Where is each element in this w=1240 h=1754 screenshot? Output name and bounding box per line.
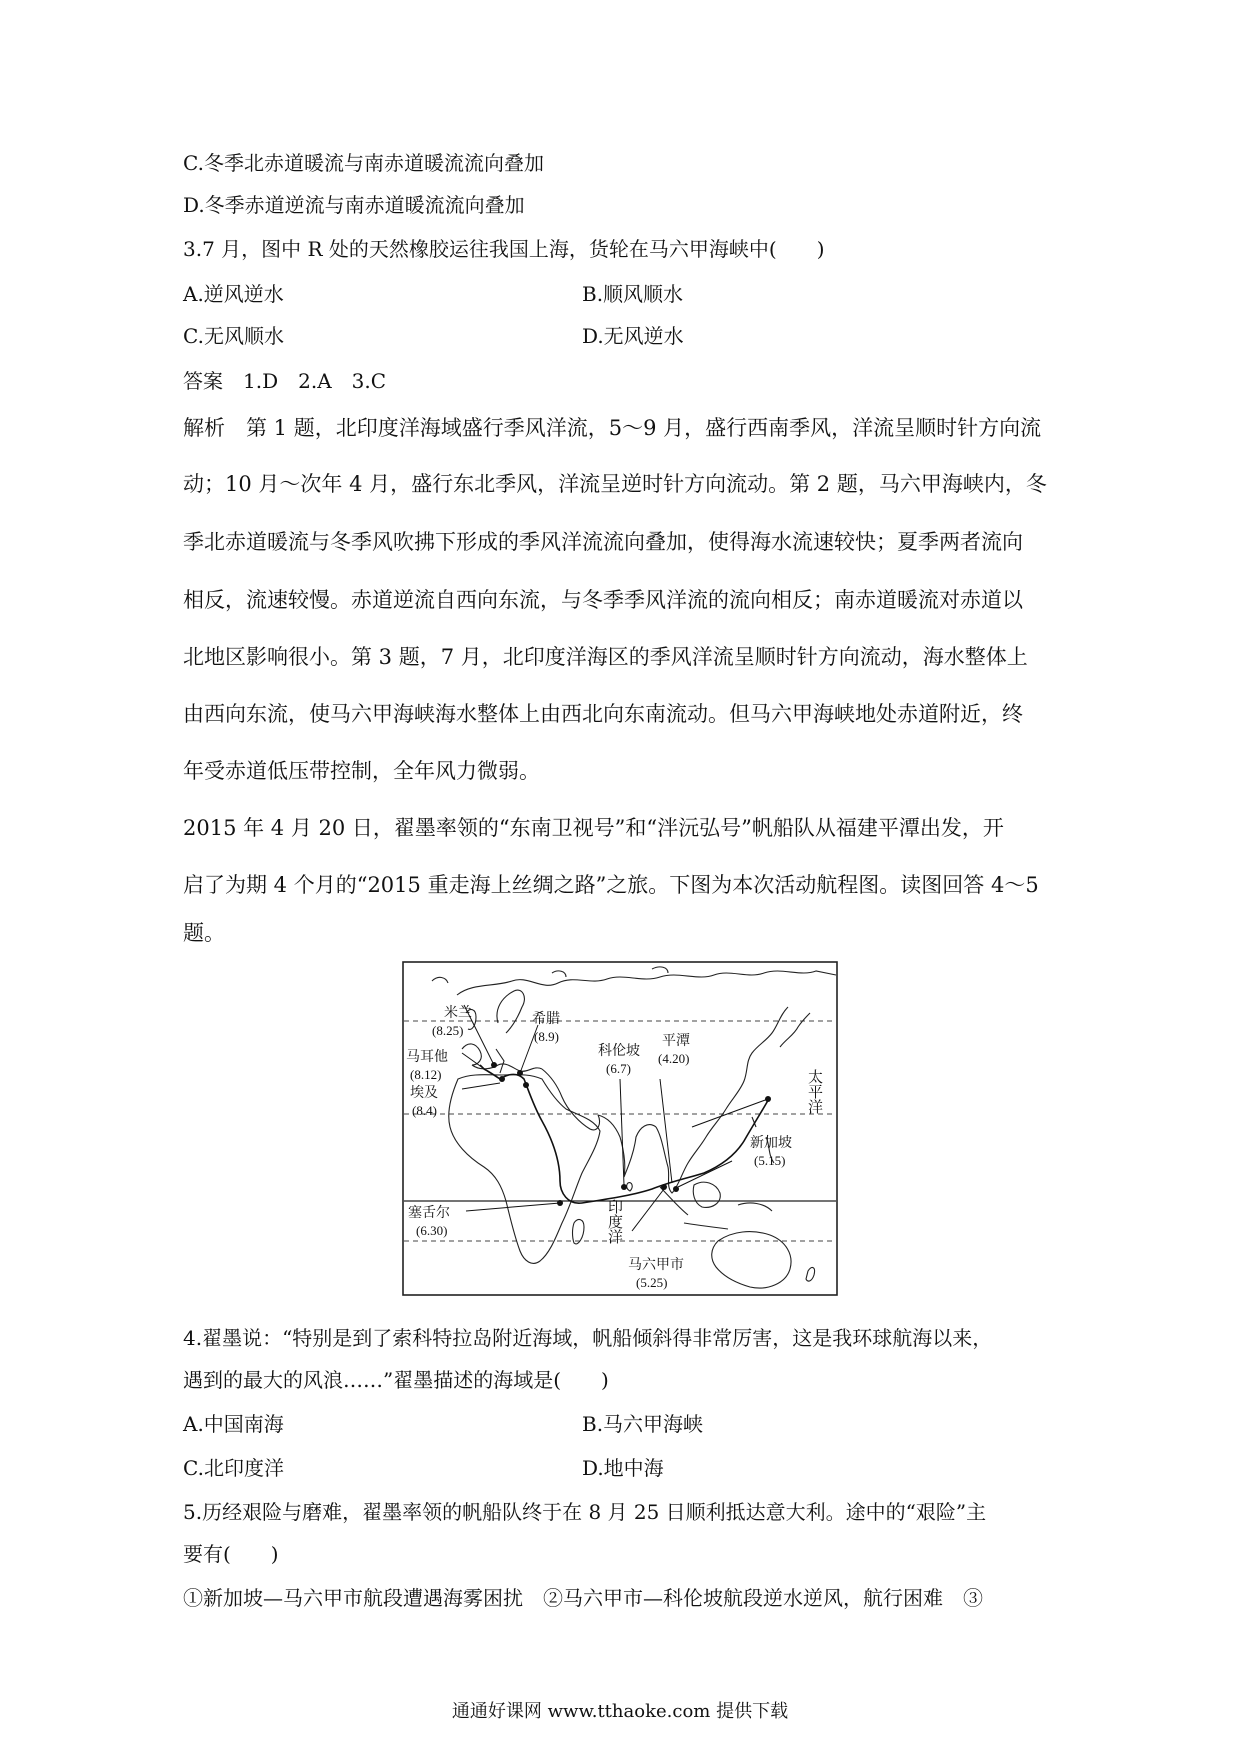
explanation-line-1: 解析 第 1 题，北印度洋海域盛行季风洋流，5～9 月，盛行西南季风，洋流呈顺时针方向流 <box>183 416 1042 440</box>
explanation-line-3: 季北赤道暖流与冬季风吹拂下形成的季风洋流流向叠加，使得海水流速较快；夏季两者流向 <box>183 530 1023 554</box>
q5-stem-3: ①新加坡—马六甲市航段遭遇海雾困扰 ②马六甲市—科伦坡航段逆水逆风，航行困难 ③ <box>183 1586 983 1610</box>
page-footer: 通通好课网 www.tthaoke.com 提供下载 <box>451 1701 789 1722</box>
q4-option-d: D.地中海 <box>582 1456 664 1480</box>
q4-option-b: B.马六甲海峡 <box>582 1412 704 1436</box>
label-pingtan: 平潭 <box>662 1034 690 1049</box>
label-seychelles: 塞舌尔 <box>408 1206 450 1221</box>
q3-option-a: A.逆风逆水 <box>183 282 284 306</box>
q3-option-b: B.顺风顺水 <box>582 282 684 306</box>
label-pingtan-date: (4.20) <box>658 1051 690 1066</box>
explanation-line-6: 由西向东流，使马六甲海峡海水整体上由西北向东南流动。但马六甲海峡地处赤道附近，终 <box>183 702 1023 726</box>
label-malacca: 马六甲市 <box>628 1258 684 1273</box>
stop-egypt <box>523 1082 529 1088</box>
stop-greece <box>517 1070 523 1076</box>
label-pacific: 太平洋 <box>806 1069 822 1114</box>
q3-option-c: C.无风顺水 <box>183 324 284 348</box>
stop-malacca <box>661 1184 667 1190</box>
stop-pingtan <box>765 1096 771 1102</box>
label-greece-date: (8.9) <box>534 1029 559 1044</box>
label-seychelles-date: (6.30) <box>416 1223 448 1238</box>
label-malta-date: (8.12) <box>410 1067 442 1082</box>
q3-option-d: D.无风逆水 <box>582 324 684 348</box>
q3-stem: 3.7 月，图中 R 处的天然橡胶运往我国上海，货轮在马六甲海峡中( ) <box>183 237 825 261</box>
stop-colombo <box>621 1184 627 1190</box>
intro-line-3: 题。 <box>183 921 225 945</box>
stop-singapore <box>673 1186 679 1192</box>
label-colombo: 科伦坡 <box>598 1044 640 1059</box>
q4-option-c: C.北印度洋 <box>183 1456 284 1480</box>
label-malacca-date: (5.25) <box>636 1275 668 1290</box>
voyage-route-map <box>402 961 838 1296</box>
explanation-line-7: 年受赤道低压带控制，全年风力微弱。 <box>183 759 540 783</box>
answer-line: 答案 1.D 2.A 3.C <box>183 369 387 393</box>
stop-seychelles <box>557 1200 563 1206</box>
label-singapore: 新加坡 <box>750 1136 792 1151</box>
label-indian-ocean: 印度洋 <box>606 1199 622 1244</box>
stop-malta <box>499 1076 505 1082</box>
explanation-line-4: 相反，流速较慢。赤道逆流自西向东流，与冬季季风洋流的流向相反；南赤道暖流对赤道以 <box>183 588 1023 612</box>
intro-line-2: 启了为期 4 个月的“2015 重走海上丝绸之路”之旅。下图为本次活动航程图。读图回答 4～5 <box>183 873 1039 897</box>
intro-line-1: 2015 年 4 月 20 日，翟墨率领的“东南卫视号”和“泮沅弘号”帆船队从福建平潭出发，开 <box>183 816 1004 840</box>
stop-milan <box>491 1062 497 1068</box>
q4-option-a: A.中国南海 <box>183 1412 284 1436</box>
q4-stem-2: 遇到的最大的风浪……”翟墨描述的海域是( ) <box>183 1368 609 1392</box>
label-singapore-date: (5.15) <box>754 1153 786 1168</box>
label-egypt: 埃及 <box>410 1086 438 1101</box>
label-milan-date: (8.25) <box>432 1023 464 1038</box>
q2-option-c: C.冬季北赤道暖流与南赤道暖流流向叠加 <box>183 151 544 175</box>
explanation-line-5: 北地区影响很小。第 3 题，7 月，北印度洋海区的季风洋流呈顺时针方向流动，海水整体上 <box>183 645 1028 669</box>
q4-stem-1: 4.翟墨说：“特别是到了索科特拉岛附近海域，帆船倾斜得非常厉害，这是我环球航海以来， <box>183 1326 993 1350</box>
q2-option-d: D.冬季赤道逆流与南赤道暖流流向叠加 <box>183 193 525 217</box>
label-colombo-date: (6.7) <box>606 1061 631 1076</box>
label-greece: 希腊 <box>532 1012 560 1027</box>
label-egypt-date: (8.4) <box>412 1103 437 1118</box>
explanation-line-2: 动；10 月～次年 4 月，盛行东北季风，洋流呈逆时针方向流动。第 2 题，马六甲海峡内，冬 <box>183 472 1047 496</box>
q5-stem-2: 要有( ) <box>183 1542 279 1566</box>
route-map-svg <box>402 961 838 1296</box>
label-milan: 米兰 <box>444 1006 472 1021</box>
label-malta: 马耳他 <box>406 1050 448 1065</box>
q5-stem-1: 5.历经艰险与磨难，翟墨率领的帆船队终于在 8 月 25 日顺利抵达意大利。途中的“艰险”主 <box>183 1500 987 1524</box>
